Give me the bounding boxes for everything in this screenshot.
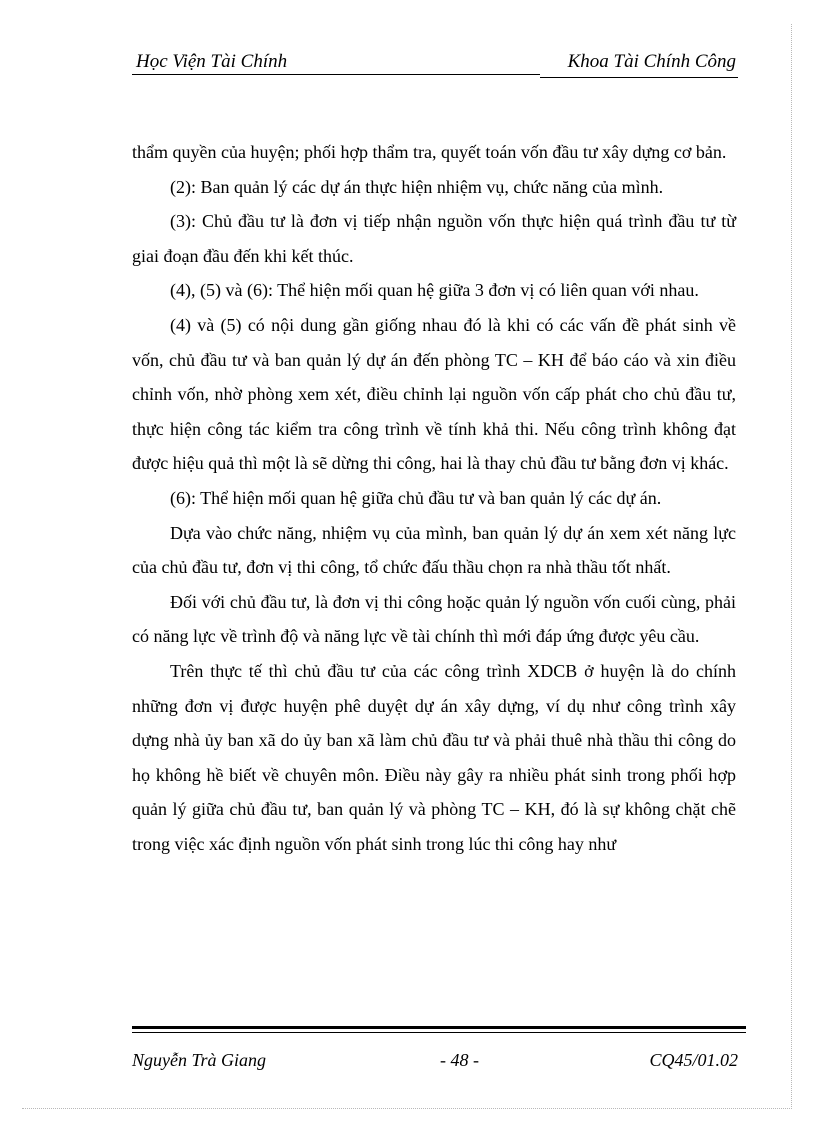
footer-rule-thin [132, 1032, 746, 1033]
page-footer [132, 1050, 738, 1078]
body-text [132, 135, 736, 861]
header-rule-right [540, 77, 738, 78]
header-institution: Học Viện Tài Chính [136, 51, 288, 72]
header-rule-left [132, 74, 540, 75]
paragraph: Đối với chủ đầu tư, là đơn vị thi công hoặc quản lý nguồn vốn cuối cùng, phải có năng lực về trình độ và năng lực về tài chính thì mới đáp ứng được yêu cầu. [132, 591, 736, 647]
paragraph: (4), (5) và (6): Thể hiện mối quan hệ giữa 3 đơn vị có liên quan với nhau. [170, 280, 699, 301]
footer-rule-thick [132, 1026, 746, 1029]
paragraph: Trên thực tế thì chủ đầu tư của các công trình XDCB ở huyện là do chính những đơn vị được huyện phê duyệt dự án xây dựng, ví dụ như công trình xây dựng nhà ủy ban xã do ủy ban xã làm chủ đầu tư và phải thuê nhà thầu thi công do họ không hề biết về chuyên môn. Điều này gây ra nhiều phát sinh trong phối hợp quản lý giữa chủ đầu tư, ban quản lý và phòng TC – KH, đó là sự không chặt chẽ trong việc xác định nguồn vốn phát sinh trong lúc thi công hay như [132, 660, 736, 854]
header-department: Khoa Tài Chính Công [567, 51, 736, 72]
paragraph: (6): Thể hiện mối quan hệ giữa chủ đầu tư và ban quản lý các dự án. [170, 487, 662, 508]
footer-author: Nguyễn Trà Giang [132, 1050, 267, 1070]
paragraph: (2): Ban quản lý các dự án thực hiện nhiệm vụ, chức năng của mình. [170, 176, 664, 197]
footer-class-code: CQ45/01.02 [649, 1050, 738, 1070]
paragraph: thẩm quyền của huyện; phối hợp thẩm tra, quyết toán vốn đầu tư xây dựng cơ bản. [132, 142, 727, 162]
paragraph: Dựa vào chức năng, nhiệm vụ của mình, ban quản lý dự án xem xét năng lực của chủ đầu tư, đơn vị thi công, tổ chức đấu thầu chọn ra nhà thầu tốt nhất. [132, 522, 736, 578]
paragraph: (4) và (5) có nội dung gần giống nhau đó là khi có các vấn đề phát sinh về vốn, chủ đầu tư và ban quản lý dự án đến phòng TC – KH để báo cáo và xin điều chỉnh vốn, nhờ phòng xem xét, điều chỉnh lại nguồn vốn cấp phát cho chủ đầu tư, thực hiện công tác kiểm tra công trình về tính khả thi. Nếu công trình không đạt được hiệu quả thì một là sẽ dừng thi công, hai là thay chủ đầu tư bằng đơn vị khác. [132, 314, 736, 474]
paragraph: (3): Chủ đầu tư là đơn vị tiếp nhận nguồn vốn thực hiện quá trình đầu tư từ giai đoạn đầu đến khi kết thúc. [132, 211, 736, 266]
page-header [132, 50, 738, 80]
page-number: - 48 - [440, 1050, 479, 1070]
